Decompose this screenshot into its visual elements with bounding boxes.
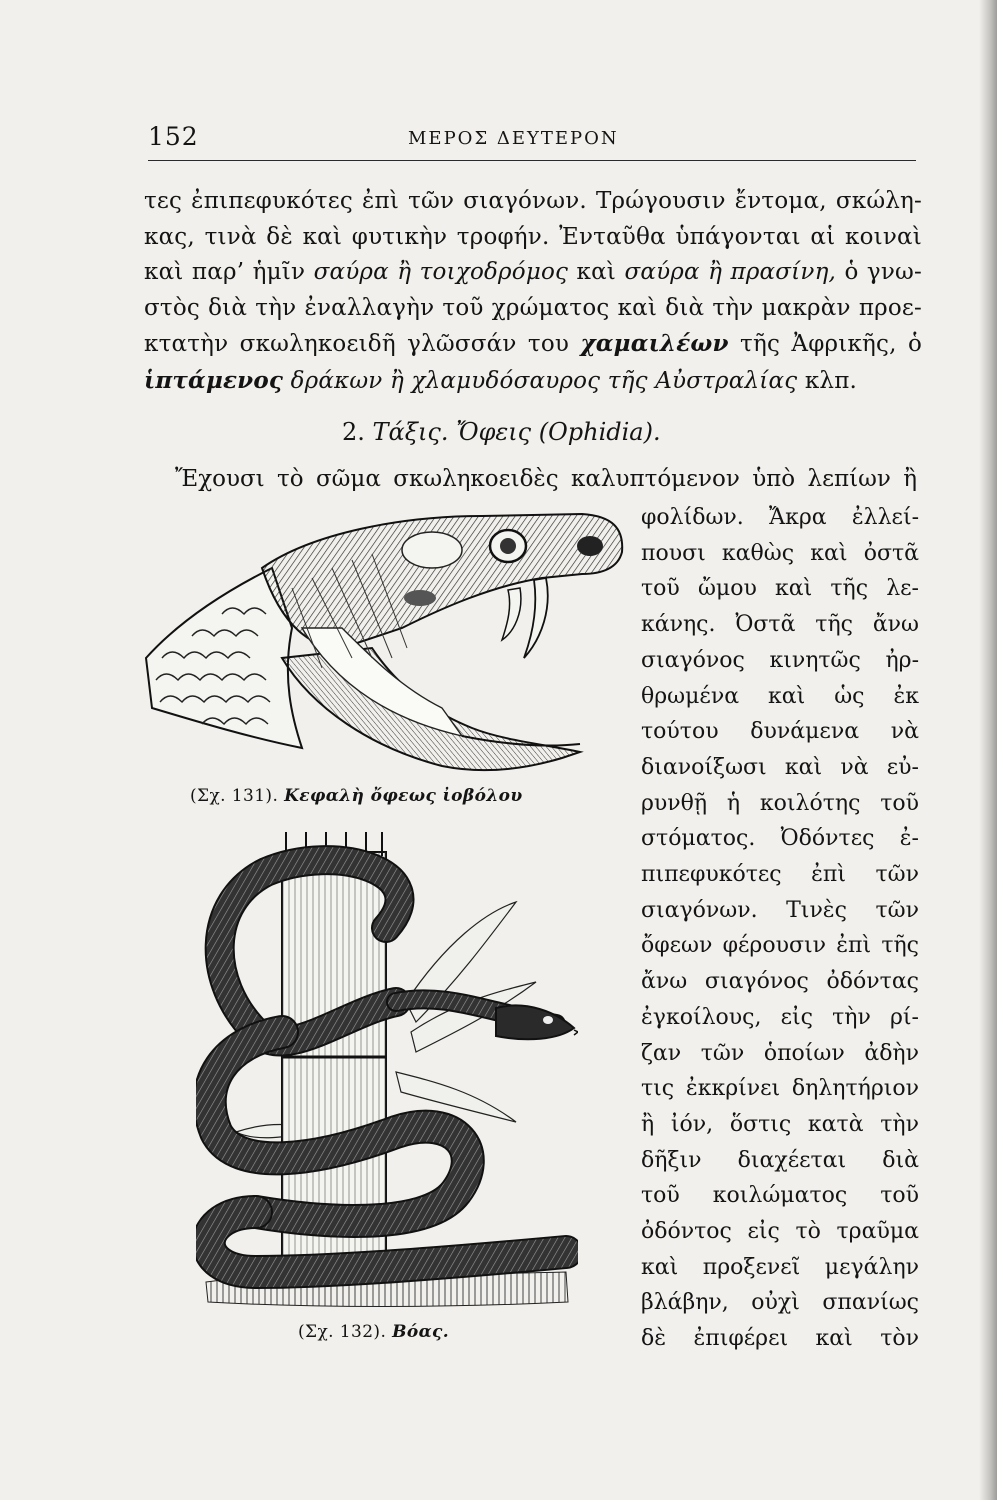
header-rule	[148, 160, 916, 161]
text-line: θρωμένα καὶ ὡς ἐκ	[641, 683, 919, 709]
text-line: δῆξιν διαχέεται διὰ	[641, 1147, 919, 1173]
text-line: πιπεφυκότες ἐπὶ τῶν	[641, 862, 919, 888]
paragraph-snakes-intro: Ἔχουσι τὸ σῶμα σκωληκοειδὲς καλυπτόμενον ὑπὸ λεπίων ἢ	[175, 466, 917, 492]
text-line: ἐγκοίλους, εἰς τὴν ρί-	[641, 1004, 919, 1030]
text-line: ἄνω σιαγόνος ὀδόντας	[641, 969, 919, 995]
text-line: κτατὴν σκωληκοειδῆ γλῶσσάν του χαμαιλέων τῆς Ἀφρικῆς, ὁ	[144, 330, 922, 357]
text-line: τις ἐκκρίνει δηλητήριον	[641, 1076, 919, 1102]
text-line: ρυνθῇ ἡ κοιλότης τοῦ	[641, 790, 919, 816]
text-line: τοῦ ὤμου καὶ τῆς λε-	[641, 576, 919, 602]
page-header	[148, 118, 916, 166]
text-line: στὸς διὰ τὴν ἐναλλαγὴν τοῦ χρώματος καὶ διὰ τὴν μακρὰν προε-	[144, 294, 922, 321]
text-line: κάνης. Ὀστᾶ τῆς ἄνω	[641, 612, 919, 638]
page-number: 152	[148, 122, 199, 151]
text-line: ἱπτάμενος δράκων ἢ χλαμυδόσαυρος τῆς Αὐστραλίας κλπ.	[144, 366, 858, 394]
boa-illustration	[196, 832, 578, 1316]
text-line: καὶ προξενεῖ μεγάλην	[641, 1254, 919, 1280]
text-line: ζαν τῶν ὁποίων ἀδὴν	[641, 1040, 919, 1066]
text-line: πουσι καθὼς καὶ ὀστᾶ	[641, 540, 919, 566]
text-line: ὀδόντος εἰς τὸ τραῦμα	[641, 1219, 919, 1245]
figure-132-caption: (Σχ. 132). Βόας.	[298, 1322, 450, 1342]
text-line: κας, τινὰ δὲ καὶ φυτικὴν τροφήν. Ἐνταῦθα ὑπάγονται αἱ κοιναὶ	[144, 223, 922, 250]
text-line: τες ἐπιπεφυκότες ἐπὶ τῶν σιαγόνων. Τρώγουσιν ἔντομα, σκώλη-	[144, 188, 922, 214]
text-line: ἢ ἰόν, ὅστις κατὰ τὴν	[641, 1111, 919, 1137]
paragraph-snakes-column	[641, 500, 919, 1357]
page-edge-shadow	[979, 0, 997, 1500]
text-line: δὲ ἐπιφέρει καὶ τὸν	[641, 1326, 919, 1352]
section-heading: 2. Τάξις. Ὄφεις (Ophidia).	[342, 418, 661, 446]
text-line: διανοίξωσι καὶ νὰ εὐ-	[641, 754, 919, 780]
text-line: ὄφεων φέρουσιν ἐπὶ τῆς	[641, 933, 919, 959]
text-line: βλάβην, οὐχὶ σπανίως	[641, 1290, 919, 1316]
text-line: φολίδων. Ἄκρα ἐλλεί-	[641, 505, 919, 530]
text-line: σιαγόνων. Τινὲς τῶν	[641, 897, 919, 923]
figure-131-caption: (Σχ. 131). Κεφαλὴ ὄφεως ἰοβόλου	[190, 786, 523, 806]
venomous-snake-head-illustration	[142, 508, 626, 780]
running-head: ΜΕΡΟΣ ΔΕΥΤΕΡΟΝ	[408, 128, 619, 149]
paragraph-lizards	[144, 184, 922, 399]
text-line: στόματος. Ὀδόντες ἐ-	[641, 826, 919, 852]
text-line: καὶ παρ’ ἡμῖν σαύρα ἢ τοιχοδρόμος καὶ σαύρα ἢ πρασίνη, ὁ γνω-	[144, 259, 922, 285]
text-line: τούτου δυνάμενα νὰ	[641, 719, 919, 745]
text-line: τοῦ κοιλώματος τοῦ	[641, 1183, 919, 1209]
text-line: σιαγόνος κινητῶς ἠρ-	[641, 647, 919, 673]
